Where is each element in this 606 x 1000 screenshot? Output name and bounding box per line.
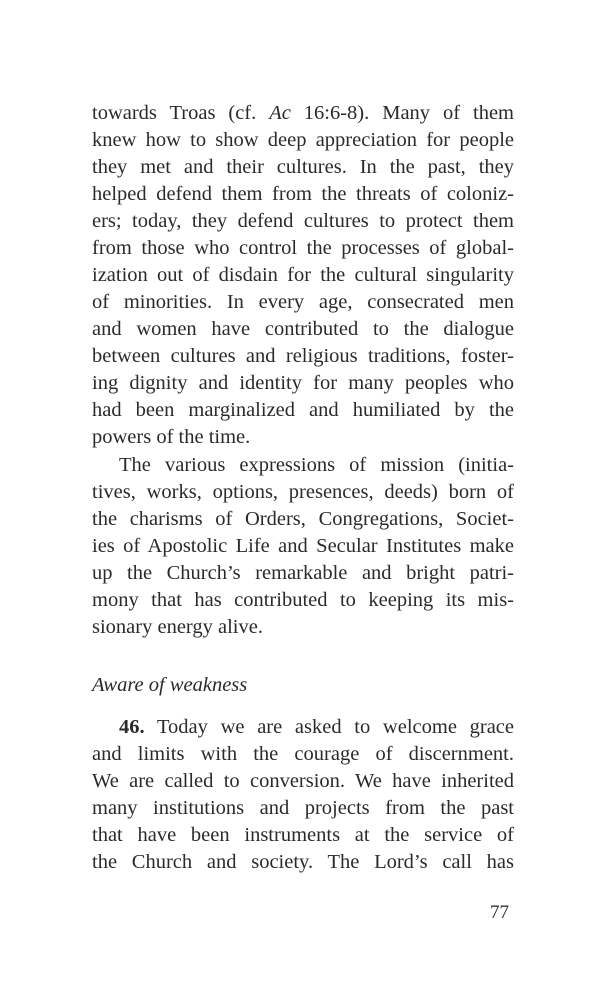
text-line: up the Church’s remarkable and bright patri-	[92, 562, 514, 584]
text-line: ers; today, they defend cultures to protect them	[92, 210, 514, 232]
text-line: many institutions and projects from the past	[92, 797, 514, 819]
text-segment: towards Troas (cf.	[92, 102, 270, 124]
text-line: that have been instruments at the service of	[92, 824, 514, 846]
text-line: from those who control the processes of global-	[92, 237, 514, 259]
section-heading: Aware of weakness	[92, 674, 248, 696]
text-line: and women have contributed to the dialogue	[92, 318, 514, 340]
text-line: tives, works, options, presences, deeds) born of	[92, 481, 514, 503]
text-line: had been marginalized and humiliated by the	[92, 399, 514, 421]
text-line: The various expressions of mission (initia-	[119, 454, 514, 476]
text-segment: Today we are asked to welcome grace	[144, 716, 514, 738]
page-number: 77	[490, 902, 509, 923]
text-line: powers of the time.	[92, 426, 251, 448]
text-line	[92, 714, 514, 741]
text-line: between cultures and religious traditions, foster-	[92, 345, 514, 367]
paragraph-number: 46.	[119, 716, 145, 738]
text-line: of minorities. In every age, consecrated men	[92, 291, 514, 313]
text-line: sionary energy alive.	[92, 616, 263, 638]
text-line: ing dignity and identity for many peoples who	[92, 372, 514, 394]
text-line: the Church and society. The Lord’s call has	[92, 851, 514, 873]
text-line: the charisms of Orders, Congregations, Societ-	[92, 508, 514, 530]
text-segment: 16:6-8). Many of them	[290, 102, 514, 124]
text-line: mony that has contributed to keeping its mis-	[92, 589, 514, 611]
text-line: knew how to show deep appreciation for people	[92, 129, 514, 151]
text-line: they met and their cultures. In the past, they	[92, 156, 514, 178]
text-line	[92, 100, 514, 127]
text-line: ies of Apostolic Life and Secular Institutes make	[92, 535, 514, 557]
text-line: ization out of disdain for the cultural singularity	[92, 264, 514, 286]
text-line: and limits with the courage of discernment.	[92, 743, 514, 765]
text-line: helped defend them from the threats of coloniz-	[92, 183, 514, 205]
citation-italic: Ac	[269, 102, 291, 124]
text-line: We are called to conversion. We have inherited	[92, 770, 514, 792]
